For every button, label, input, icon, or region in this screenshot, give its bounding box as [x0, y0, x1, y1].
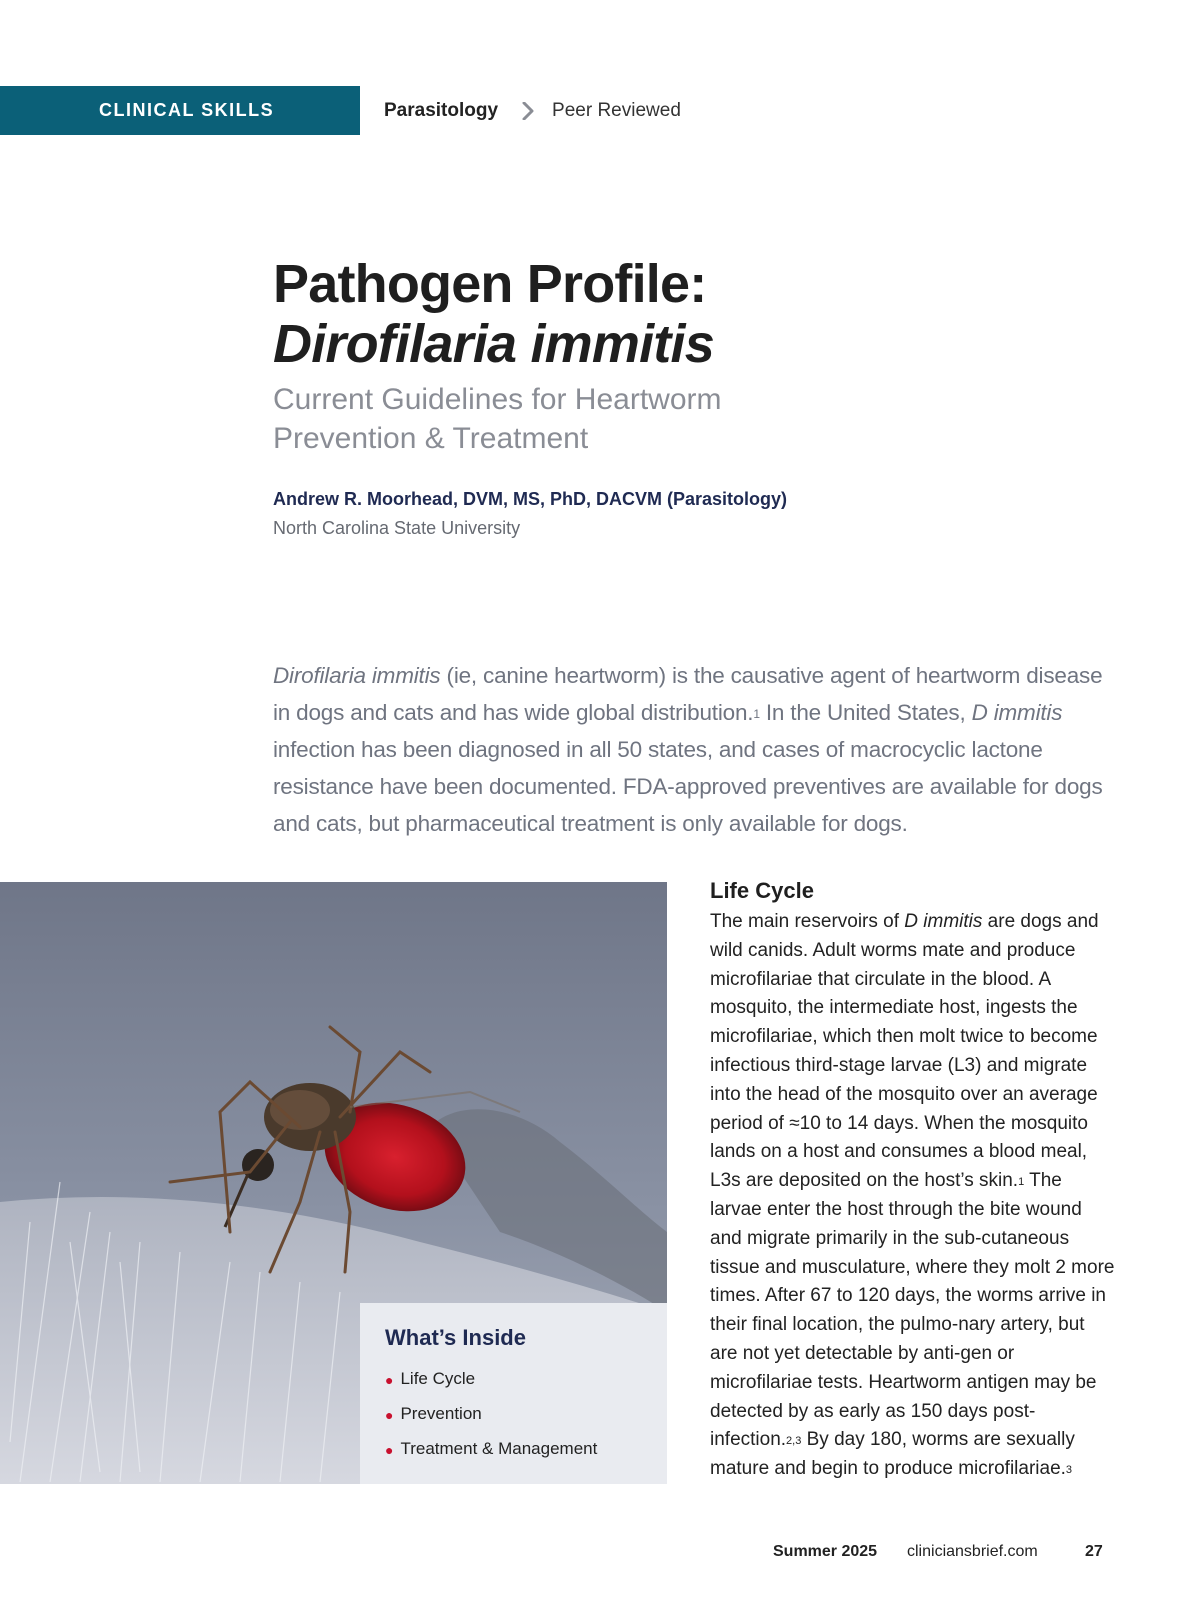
breadcrumb	[384, 100, 681, 122]
reference-1[interactable]: 1	[753, 707, 760, 721]
bullet-icon: ●	[385, 1407, 394, 1423]
footer-website[interactable]: cliniciansbrief.com	[907, 1543, 1038, 1560]
intro-text-2: In the United States,	[759, 700, 972, 725]
chevron-right-icon	[522, 102, 534, 120]
life-cycle-species: D immitis	[904, 911, 983, 932]
life-cycle-text-4: By day 180, worms are sexually mature and begin to produce microfilariae.	[710, 1429, 1075, 1480]
whats-inside-item-label: Prevention	[400, 1404, 482, 1423]
reference-1[interactable]: 1	[1018, 1176, 1025, 1189]
author-affiliation: North Carolina State University	[273, 518, 521, 538]
whats-inside-item-treatment[interactable]	[385, 1439, 667, 1474]
whats-inside-item-prevention[interactable]	[385, 1404, 667, 1439]
article-subtitle: Current Guidelines for Heartworm Prevention & Treatment	[273, 383, 722, 455]
whats-inside-box	[360, 1303, 667, 1484]
article-title	[273, 254, 714, 374]
breadcrumb-peer-reviewed[interactable]: Peer Reviewed	[552, 100, 681, 121]
life-cycle-heading: Life Cycle	[710, 878, 814, 903]
bullet-icon: ●	[385, 1372, 394, 1388]
whats-inside-item-label: Treatment & Management	[400, 1439, 598, 1458]
title-line-1: Pathogen Profile:	[273, 254, 707, 314]
author-name: Andrew R. Moorhead, DVM, MS, PhD, DACVM (Parasitology)	[273, 489, 788, 509]
intro-species: Dirofilaria immitis	[273, 663, 441, 688]
footer-issue: Summer 2025	[773, 1543, 878, 1560]
bullet-icon: ●	[385, 1442, 394, 1458]
reference-3[interactable]: 3	[1065, 1464, 1073, 1477]
life-cycle-text-1: The main reservoirs of	[710, 911, 905, 932]
whats-inside-list	[385, 1369, 667, 1474]
intro-text-3: infection has been diagnosed in all 50 states, and cases of macrocyclic lactone resistance have been documented. FDA-approved preventives are available for dogs and cats, but pharmaceutical treatment is only available for dogs.	[273, 737, 1103, 836]
title-line-2: Dirofilaria immitis	[273, 314, 714, 374]
page-number: 27	[1085, 1543, 1103, 1560]
intro-text-1: (ie, canine heartworm) is the causative agent of heartworm disease in dogs and cats and has wide global distribution.	[273, 663, 1103, 725]
life-cycle-text-2: are dogs and wild canids. Adult worms mate and produce microfilariae that circulate in the blood. A mosquito, the intermediate host, ingests the microfilariae, which then molt twice to become infectious third-stage larvae (L3) and migrate into the head of the mosquito over an average period of ≈10 to 14 days. When the mosquito lands on a host and consumes a blood meal, L3s are deposited on the host’s skin.	[710, 911, 1099, 1192]
life-cycle-paragraph	[710, 908, 1115, 1484]
life-cycle-text-3: The larvae enter the host through the bite wound and migrate primarily in the sub-cutaneous tissue and musculature, where they molt 2 more times. After 67 to 120 days, the worms arrive in their final location, the pulmo-nary artery, but are not yet detectable by anti-gen or microfilariae tests. Heartworm antigen may be detected by as early as 150 days post-infection.	[710, 1170, 1115, 1451]
whats-inside-title: What’s Inside	[385, 1325, 526, 1350]
intro-paragraph	[273, 657, 1113, 842]
whats-inside-item-life-cycle[interactable]	[385, 1369, 667, 1404]
intro-species-short: D immitis	[971, 700, 1063, 725]
breadcrumb-parasitology[interactable]: Parasitology	[384, 100, 499, 121]
section-label: CLINICAL SKILLS	[0, 86, 360, 135]
reference-2-3[interactable]: 2,3	[786, 1435, 802, 1448]
whats-inside-item-label: Life Cycle	[400, 1369, 476, 1388]
